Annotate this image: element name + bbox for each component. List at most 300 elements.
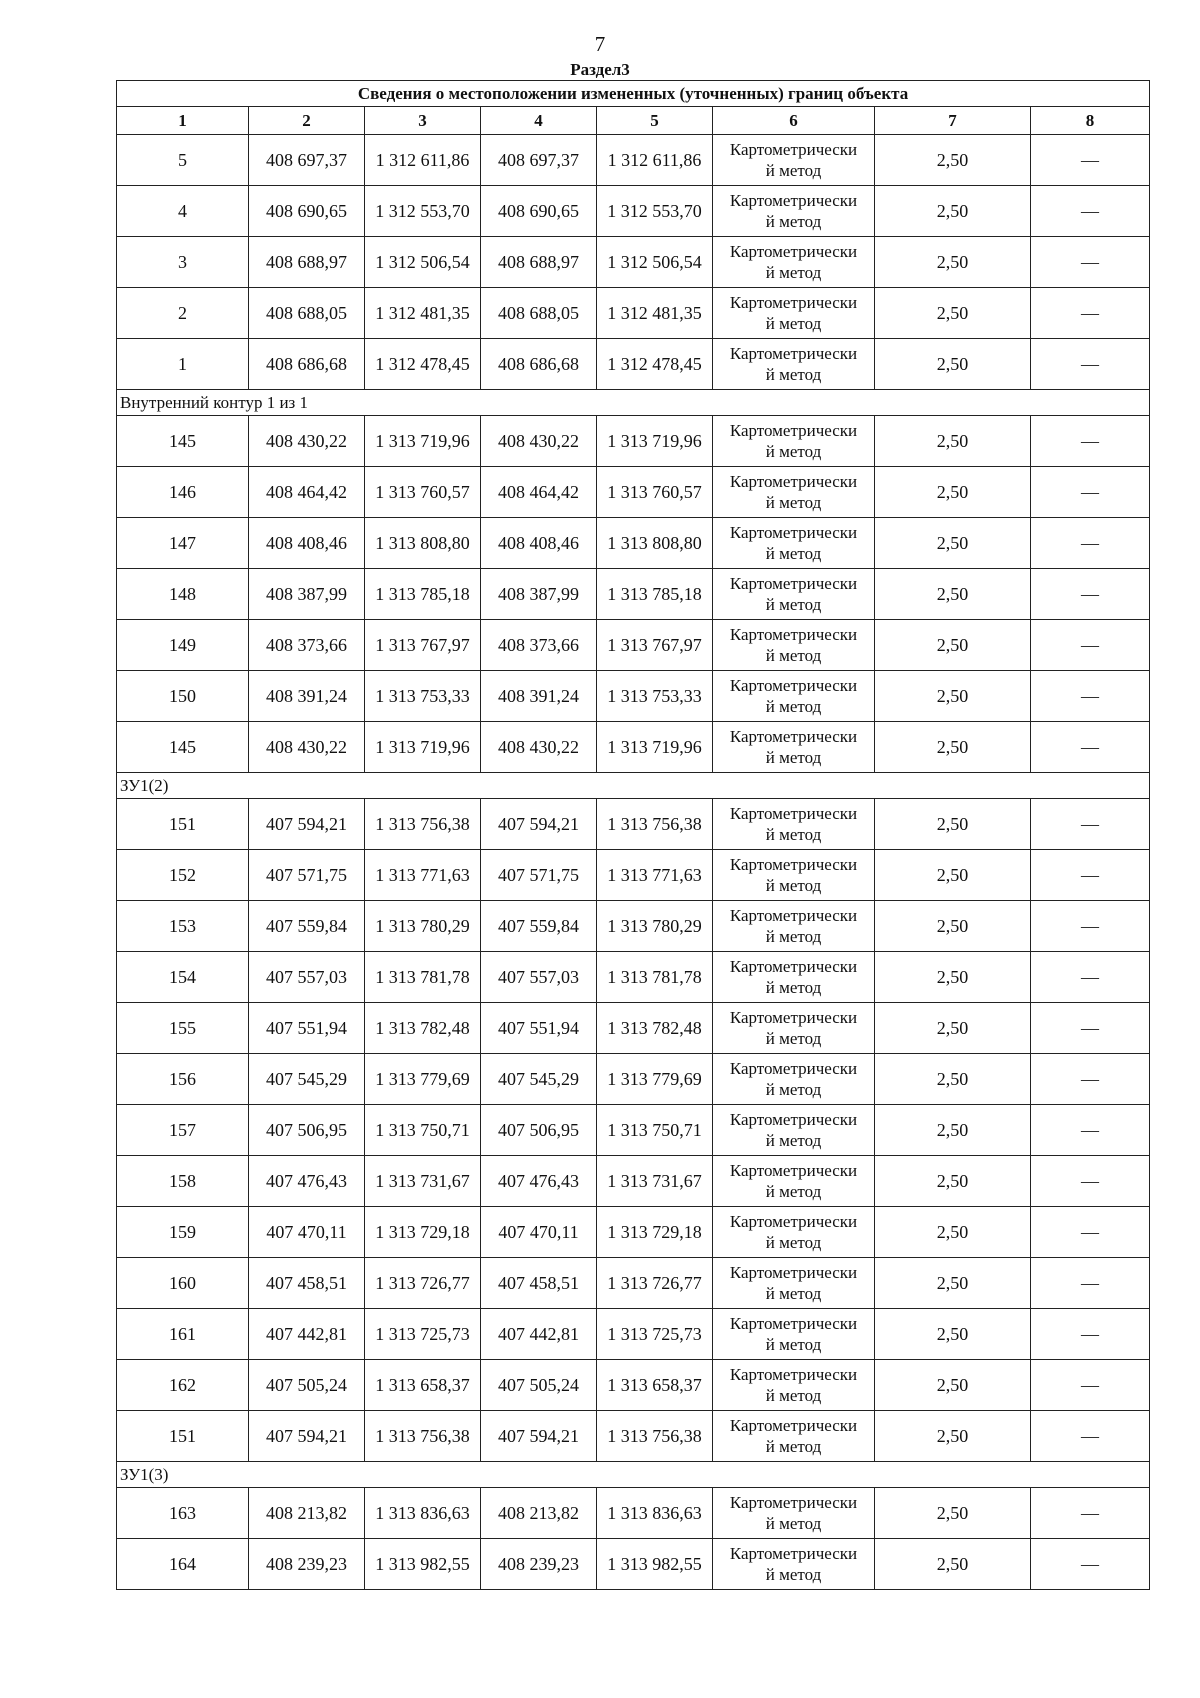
method-cell (713, 901, 875, 952)
method-text-line2: й метод (765, 1284, 822, 1303)
accuracy-cell: 2,50 (875, 901, 1031, 952)
y-coordinate-new-cell: 1 313 726,77 (597, 1258, 713, 1309)
table-row (117, 467, 1150, 518)
method-text-line1: Картометрически (729, 1263, 858, 1282)
point-number-cell: 149 (117, 620, 249, 671)
method-text-line2: й метод (765, 876, 822, 895)
x-coordinate-cell: 407 545,29 (249, 1054, 365, 1105)
note-cell: — (1031, 1003, 1150, 1054)
table-row (117, 952, 1150, 1003)
point-number-cell: 153 (117, 901, 249, 952)
note-cell: — (1031, 1105, 1150, 1156)
table-row (117, 799, 1150, 850)
x-coordinate-new-cell: 408 213,82 (481, 1488, 597, 1539)
y-coordinate-new-cell: 1 313 982,55 (597, 1539, 713, 1590)
table-row (117, 237, 1150, 288)
method-cell (713, 799, 875, 850)
contour-label: ЗУ1(2) (117, 773, 1150, 799)
y-coordinate-new-cell: 1 312 611,86 (597, 135, 713, 186)
point-number-cell: 158 (117, 1156, 249, 1207)
method-cell (713, 671, 875, 722)
x-coordinate-cell: 408 688,05 (249, 288, 365, 339)
accuracy-cell: 2,50 (875, 1156, 1031, 1207)
method-text-line2: й метод (765, 314, 822, 333)
point-number-cell: 146 (117, 467, 249, 518)
x-coordinate-new-cell: 408 239,23 (481, 1539, 597, 1590)
method-cell (713, 1360, 875, 1411)
x-coordinate-new-cell: 407 551,94 (481, 1003, 597, 1054)
method-cell (713, 952, 875, 1003)
y-coordinate-new-cell: 1 313 719,96 (597, 416, 713, 467)
x-coordinate-cell: 407 458,51 (249, 1258, 365, 1309)
note-cell: — (1031, 1207, 1150, 1258)
accuracy-cell: 2,50 (875, 952, 1031, 1003)
table-row (117, 1156, 1150, 1207)
y-coordinate-new-cell: 1 313 756,38 (597, 799, 713, 850)
y-coordinate-cell: 1 313 836,63 (365, 1488, 481, 1539)
y-coordinate-cell: 1 313 760,57 (365, 467, 481, 518)
method-text-line1: Картометрически (729, 1161, 858, 1180)
point-number-cell: 162 (117, 1360, 249, 1411)
accuracy-cell: 2,50 (875, 1003, 1031, 1054)
point-number-cell: 148 (117, 569, 249, 620)
method-text-line1: Картометрически (729, 676, 858, 695)
accuracy-cell: 2,50 (875, 850, 1031, 901)
method-text-line2: й метод (765, 1565, 822, 1584)
method-text-line2: й метод (765, 595, 822, 614)
y-coordinate-cell: 1 313 753,33 (365, 671, 481, 722)
point-number-cell: 1 (117, 339, 249, 390)
y-coordinate-cell: 1 313 729,18 (365, 1207, 481, 1258)
y-coordinate-new-cell: 1 313 771,63 (597, 850, 713, 901)
method-text-line2: й метод (765, 1335, 822, 1354)
contour-label: ЗУ1(3) (117, 1462, 1150, 1488)
y-coordinate-new-cell: 1 312 506,54 (597, 237, 713, 288)
table-row (117, 518, 1150, 569)
x-coordinate-cell: 408 213,82 (249, 1488, 365, 1539)
method-text-line2: й метод (765, 1514, 822, 1533)
y-coordinate-new-cell: 1 313 780,29 (597, 901, 713, 952)
y-coordinate-cell: 1 312 506,54 (365, 237, 481, 288)
column-header: 2 (249, 107, 365, 135)
table-row (117, 671, 1150, 722)
note-cell: — (1031, 722, 1150, 773)
column-header: 1 (117, 107, 249, 135)
y-coordinate-cell: 1 313 982,55 (365, 1539, 481, 1590)
y-coordinate-cell: 1 313 658,37 (365, 1360, 481, 1411)
y-coordinate-new-cell: 1 313 767,97 (597, 620, 713, 671)
x-coordinate-new-cell: 407 545,29 (481, 1054, 597, 1105)
method-cell (713, 339, 875, 390)
point-number-cell: 163 (117, 1488, 249, 1539)
accuracy-cell: 2,50 (875, 1258, 1031, 1309)
point-number-cell: 145 (117, 416, 249, 467)
method-text-line1: Картометрически (729, 1059, 858, 1078)
point-number-cell: 151 (117, 799, 249, 850)
y-coordinate-new-cell: 1 313 731,67 (597, 1156, 713, 1207)
x-coordinate-cell: 408 430,22 (249, 722, 365, 773)
method-cell (713, 467, 875, 518)
y-coordinate-new-cell: 1 313 781,78 (597, 952, 713, 1003)
y-coordinate-cell: 1 313 808,80 (365, 518, 481, 569)
x-coordinate-new-cell: 407 506,95 (481, 1105, 597, 1156)
method-text-line2: й метод (765, 927, 822, 946)
method-cell (713, 1258, 875, 1309)
x-coordinate-new-cell: 408 430,22 (481, 416, 597, 467)
x-coordinate-new-cell: 407 470,11 (481, 1207, 597, 1258)
accuracy-cell: 2,50 (875, 186, 1031, 237)
method-text-line2: й метод (765, 544, 822, 563)
y-coordinate-cell: 1 313 719,96 (365, 416, 481, 467)
coordinates-table (116, 80, 1150, 1590)
x-coordinate-cell: 407 594,21 (249, 799, 365, 850)
accuracy-cell: 2,50 (875, 288, 1031, 339)
method-text-line1: Картометрически (729, 344, 858, 363)
method-text-line1: Картометрически (729, 1416, 858, 1435)
table-row (117, 620, 1150, 671)
y-coordinate-new-cell: 1 313 779,69 (597, 1054, 713, 1105)
method-text-line1: Картометрически (729, 855, 858, 874)
y-coordinate-new-cell: 1 313 756,38 (597, 1411, 713, 1462)
accuracy-cell: 2,50 (875, 1360, 1031, 1411)
x-coordinate-cell: 407 442,81 (249, 1309, 365, 1360)
x-coordinate-cell: 407 571,75 (249, 850, 365, 901)
note-cell: — (1031, 339, 1150, 390)
x-coordinate-cell: 407 559,84 (249, 901, 365, 952)
point-number-cell: 4 (117, 186, 249, 237)
method-text-line2: й метод (765, 161, 822, 180)
x-coordinate-cell: 408 239,23 (249, 1539, 365, 1590)
table-row (117, 1105, 1150, 1156)
point-number-cell: 157 (117, 1105, 249, 1156)
note-cell: — (1031, 1258, 1150, 1309)
method-text-line1: Картометрически (729, 140, 858, 159)
method-cell (713, 186, 875, 237)
x-coordinate-cell: 408 690,65 (249, 186, 365, 237)
table-row (117, 850, 1150, 901)
method-text-line2: й метод (765, 1131, 822, 1150)
method-text-line2: й метод (765, 748, 822, 767)
accuracy-cell: 2,50 (875, 467, 1031, 518)
accuracy-cell: 2,50 (875, 1105, 1031, 1156)
x-coordinate-new-cell: 407 594,21 (481, 1411, 597, 1462)
method-text-line1: Картометрически (729, 191, 858, 210)
method-text-line1: Картометрически (729, 727, 858, 746)
x-coordinate-new-cell: 408 387,99 (481, 569, 597, 620)
method-text-line1: Картометрически (729, 625, 858, 644)
method-cell (713, 1207, 875, 1258)
y-coordinate-cell: 1 312 478,45 (365, 339, 481, 390)
note-cell: — (1031, 1309, 1150, 1360)
method-text-line1: Картометрически (729, 1110, 858, 1129)
method-cell (713, 237, 875, 288)
accuracy-cell: 2,50 (875, 799, 1031, 850)
x-coordinate-new-cell: 407 458,51 (481, 1258, 597, 1309)
note-cell: — (1031, 237, 1150, 288)
x-coordinate-new-cell: 408 391,24 (481, 671, 597, 722)
point-number-cell: 155 (117, 1003, 249, 1054)
method-text-line2: й метод (765, 365, 822, 384)
x-coordinate-new-cell: 407 476,43 (481, 1156, 597, 1207)
y-coordinate-cell: 1 313 779,69 (365, 1054, 481, 1105)
x-coordinate-cell: 408 391,24 (249, 671, 365, 722)
method-text-line1: Картометрически (729, 906, 858, 925)
x-coordinate-new-cell: 407 557,03 (481, 952, 597, 1003)
method-text-line1: Картометрически (729, 574, 858, 593)
point-number-cell: 147 (117, 518, 249, 569)
accuracy-cell: 2,50 (875, 569, 1031, 620)
accuracy-cell: 2,50 (875, 671, 1031, 722)
method-text-line1: Картометрически (729, 1365, 858, 1384)
note-cell: — (1031, 952, 1150, 1003)
method-text-line2: й метод (765, 1437, 822, 1456)
note-cell: — (1031, 620, 1150, 671)
table-row (117, 339, 1150, 390)
x-coordinate-cell: 407 476,43 (249, 1156, 365, 1207)
method-text-line2: й метод (765, 442, 822, 461)
contour-group-row (117, 1462, 1150, 1488)
x-coordinate-cell: 408 373,66 (249, 620, 365, 671)
y-coordinate-new-cell: 1 313 782,48 (597, 1003, 713, 1054)
y-coordinate-cell: 1 313 771,63 (365, 850, 481, 901)
y-coordinate-cell: 1 313 725,73 (365, 1309, 481, 1360)
table-row (117, 722, 1150, 773)
table-row (117, 186, 1150, 237)
contour-label: Внутренний контур 1 из 1 (117, 390, 1150, 416)
method-text-line2: й метод (765, 263, 822, 282)
column-header: 4 (481, 107, 597, 135)
point-number-cell: 159 (117, 1207, 249, 1258)
point-number-cell: 154 (117, 952, 249, 1003)
note-cell: — (1031, 1156, 1150, 1207)
accuracy-cell: 2,50 (875, 339, 1031, 390)
note-cell: — (1031, 1488, 1150, 1539)
y-coordinate-cell: 1 313 785,18 (365, 569, 481, 620)
section-title: Раздел3 (570, 60, 630, 79)
y-coordinate-cell: 1 313 719,96 (365, 722, 481, 773)
table-row (117, 416, 1150, 467)
point-number-cell: 151 (117, 1411, 249, 1462)
y-coordinate-new-cell: 1 313 785,18 (597, 569, 713, 620)
note-cell: — (1031, 1360, 1150, 1411)
method-cell (713, 135, 875, 186)
note-cell: — (1031, 901, 1150, 952)
table-row (117, 1258, 1150, 1309)
note-cell: — (1031, 416, 1150, 467)
method-cell (713, 1003, 875, 1054)
method-cell (713, 288, 875, 339)
point-number-cell: 164 (117, 1539, 249, 1590)
method-text-line2: й метод (765, 1080, 822, 1099)
y-coordinate-new-cell: 1 313 729,18 (597, 1207, 713, 1258)
page-number: 7 (594, 32, 606, 56)
x-coordinate-cell: 407 551,94 (249, 1003, 365, 1054)
accuracy-cell: 2,50 (875, 722, 1031, 773)
note-cell: — (1031, 1539, 1150, 1590)
y-coordinate-cell: 1 313 781,78 (365, 952, 481, 1003)
accuracy-cell: 2,50 (875, 1539, 1031, 1590)
method-cell (713, 1309, 875, 1360)
x-coordinate-new-cell: 408 686,68 (481, 339, 597, 390)
method-cell (713, 1488, 875, 1539)
table-row (117, 1207, 1150, 1258)
method-text-line2: й метод (765, 978, 822, 997)
accuracy-cell: 2,50 (875, 620, 1031, 671)
note-cell: — (1031, 799, 1150, 850)
method-text-line1: Картометрически (729, 242, 858, 261)
y-coordinate-new-cell: 1 313 750,71 (597, 1105, 713, 1156)
table-row (117, 1411, 1150, 1462)
x-coordinate-cell: 408 688,97 (249, 237, 365, 288)
table-row (117, 569, 1150, 620)
method-cell (713, 850, 875, 901)
x-coordinate-cell: 408 686,68 (249, 339, 365, 390)
method-text-line1: Картометрически (729, 1314, 858, 1333)
table-row (117, 288, 1150, 339)
method-text-line2: й метод (765, 646, 822, 665)
accuracy-cell: 2,50 (875, 1309, 1031, 1360)
y-coordinate-new-cell: 1 313 725,73 (597, 1309, 713, 1360)
x-coordinate-cell: 407 506,95 (249, 1105, 365, 1156)
method-cell (713, 1054, 875, 1105)
y-coordinate-cell: 1 313 750,71 (365, 1105, 481, 1156)
y-coordinate-cell: 1 312 611,86 (365, 135, 481, 186)
table-row (117, 1003, 1150, 1054)
note-cell: — (1031, 1054, 1150, 1105)
accuracy-cell: 2,50 (875, 135, 1031, 186)
x-coordinate-new-cell: 407 505,24 (481, 1360, 597, 1411)
x-coordinate-cell: 407 594,21 (249, 1411, 365, 1462)
method-text-line2: й метод (765, 697, 822, 716)
table-body (117, 135, 1150, 1590)
note-cell: — (1031, 186, 1150, 237)
x-coordinate-cell: 408 697,37 (249, 135, 365, 186)
y-coordinate-new-cell: 1 313 719,96 (597, 722, 713, 773)
method-cell (713, 569, 875, 620)
x-coordinate-cell: 407 505,24 (249, 1360, 365, 1411)
method-cell (713, 1105, 875, 1156)
method-text-line1: Картометрически (729, 1493, 858, 1512)
method-text-line1: Картометрически (729, 1212, 858, 1231)
y-coordinate-cell: 1 312 553,70 (365, 186, 481, 237)
accuracy-cell: 2,50 (875, 1488, 1031, 1539)
method-text-line2: й метод (765, 825, 822, 844)
x-coordinate-cell: 408 464,42 (249, 467, 365, 518)
table-row (117, 1360, 1150, 1411)
y-coordinate-cell: 1 313 767,97 (365, 620, 481, 671)
y-coordinate-new-cell: 1 312 481,35 (597, 288, 713, 339)
point-number-cell: 156 (117, 1054, 249, 1105)
accuracy-cell: 2,50 (875, 416, 1031, 467)
method-text-line2: й метод (765, 1182, 822, 1201)
method-cell (713, 1156, 875, 1207)
column-header: 3 (365, 107, 481, 135)
table-row (117, 1309, 1150, 1360)
method-text-line2: й метод (765, 1029, 822, 1048)
y-coordinate-cell: 1 313 726,77 (365, 1258, 481, 1309)
accuracy-cell: 2,50 (875, 518, 1031, 569)
method-text-line1: Картометрически (729, 1544, 858, 1563)
x-coordinate-new-cell: 408 464,42 (481, 467, 597, 518)
note-cell: — (1031, 671, 1150, 722)
x-coordinate-cell: 408 430,22 (249, 416, 365, 467)
y-coordinate-cell: 1 313 756,38 (365, 1411, 481, 1462)
x-coordinate-cell: 408 408,46 (249, 518, 365, 569)
point-number-cell: 160 (117, 1258, 249, 1309)
x-coordinate-new-cell: 408 690,65 (481, 186, 597, 237)
y-coordinate-new-cell: 1 313 753,33 (597, 671, 713, 722)
note-cell: — (1031, 1411, 1150, 1462)
table-row (117, 1054, 1150, 1105)
table-caption-row (117, 81, 1150, 107)
method-cell (713, 620, 875, 671)
table-row (117, 1539, 1150, 1590)
method-text-line1: Картометрически (729, 1008, 858, 1027)
note-cell: — (1031, 288, 1150, 339)
table-row (117, 135, 1150, 186)
method-text-line2: й метод (765, 493, 822, 512)
method-text-line2: й метод (765, 1386, 822, 1405)
contour-group-row (117, 390, 1150, 416)
x-coordinate-new-cell: 408 697,37 (481, 135, 597, 186)
method-text-line1: Картометрически (729, 293, 858, 312)
method-cell (713, 416, 875, 467)
accuracy-cell: 2,50 (875, 1054, 1031, 1105)
x-coordinate-new-cell: 408 430,22 (481, 722, 597, 773)
note-cell: — (1031, 135, 1150, 186)
column-header: 8 (1031, 107, 1150, 135)
x-coordinate-new-cell: 407 594,21 (481, 799, 597, 850)
column-header: 7 (875, 107, 1031, 135)
x-coordinate-new-cell: 408 373,66 (481, 620, 597, 671)
point-number-cell: 5 (117, 135, 249, 186)
x-coordinate-new-cell: 408 408,46 (481, 518, 597, 569)
y-coordinate-cell: 1 313 756,38 (365, 799, 481, 850)
method-cell (713, 1411, 875, 1462)
contour-group-row (117, 773, 1150, 799)
point-number-cell: 150 (117, 671, 249, 722)
y-coordinate-new-cell: 1 313 658,37 (597, 1360, 713, 1411)
method-text-line2: й метод (765, 1233, 822, 1252)
method-text-line1: Картометрически (729, 804, 858, 823)
x-coordinate-new-cell: 407 559,84 (481, 901, 597, 952)
x-coordinate-new-cell: 408 688,05 (481, 288, 597, 339)
table-caption: Сведения о местоположении измененных (уточненных) границ объекта (117, 81, 1150, 107)
point-number-cell: 161 (117, 1309, 249, 1360)
x-coordinate-new-cell: 407 571,75 (481, 850, 597, 901)
note-cell: — (1031, 850, 1150, 901)
point-number-cell: 2 (117, 288, 249, 339)
method-text-line1: Картометрически (729, 523, 858, 542)
x-coordinate-new-cell: 407 442,81 (481, 1309, 597, 1360)
x-coordinate-cell: 408 387,99 (249, 569, 365, 620)
y-coordinate-cell: 1 313 782,48 (365, 1003, 481, 1054)
column-header: 6 (713, 107, 875, 135)
table-row (117, 1488, 1150, 1539)
method-text-line1: Картометрически (729, 957, 858, 976)
accuracy-cell: 2,50 (875, 1411, 1031, 1462)
y-coordinate-cell: 1 313 731,67 (365, 1156, 481, 1207)
method-cell (713, 722, 875, 773)
y-coordinate-new-cell: 1 313 760,57 (597, 467, 713, 518)
method-text-line1: Картометрически (729, 421, 858, 440)
column-header: 5 (597, 107, 713, 135)
method-cell (713, 1539, 875, 1590)
point-number-cell: 152 (117, 850, 249, 901)
x-coordinate-cell: 407 557,03 (249, 952, 365, 1003)
y-coordinate-new-cell: 1 313 836,63 (597, 1488, 713, 1539)
y-coordinate-new-cell: 1 312 553,70 (597, 186, 713, 237)
